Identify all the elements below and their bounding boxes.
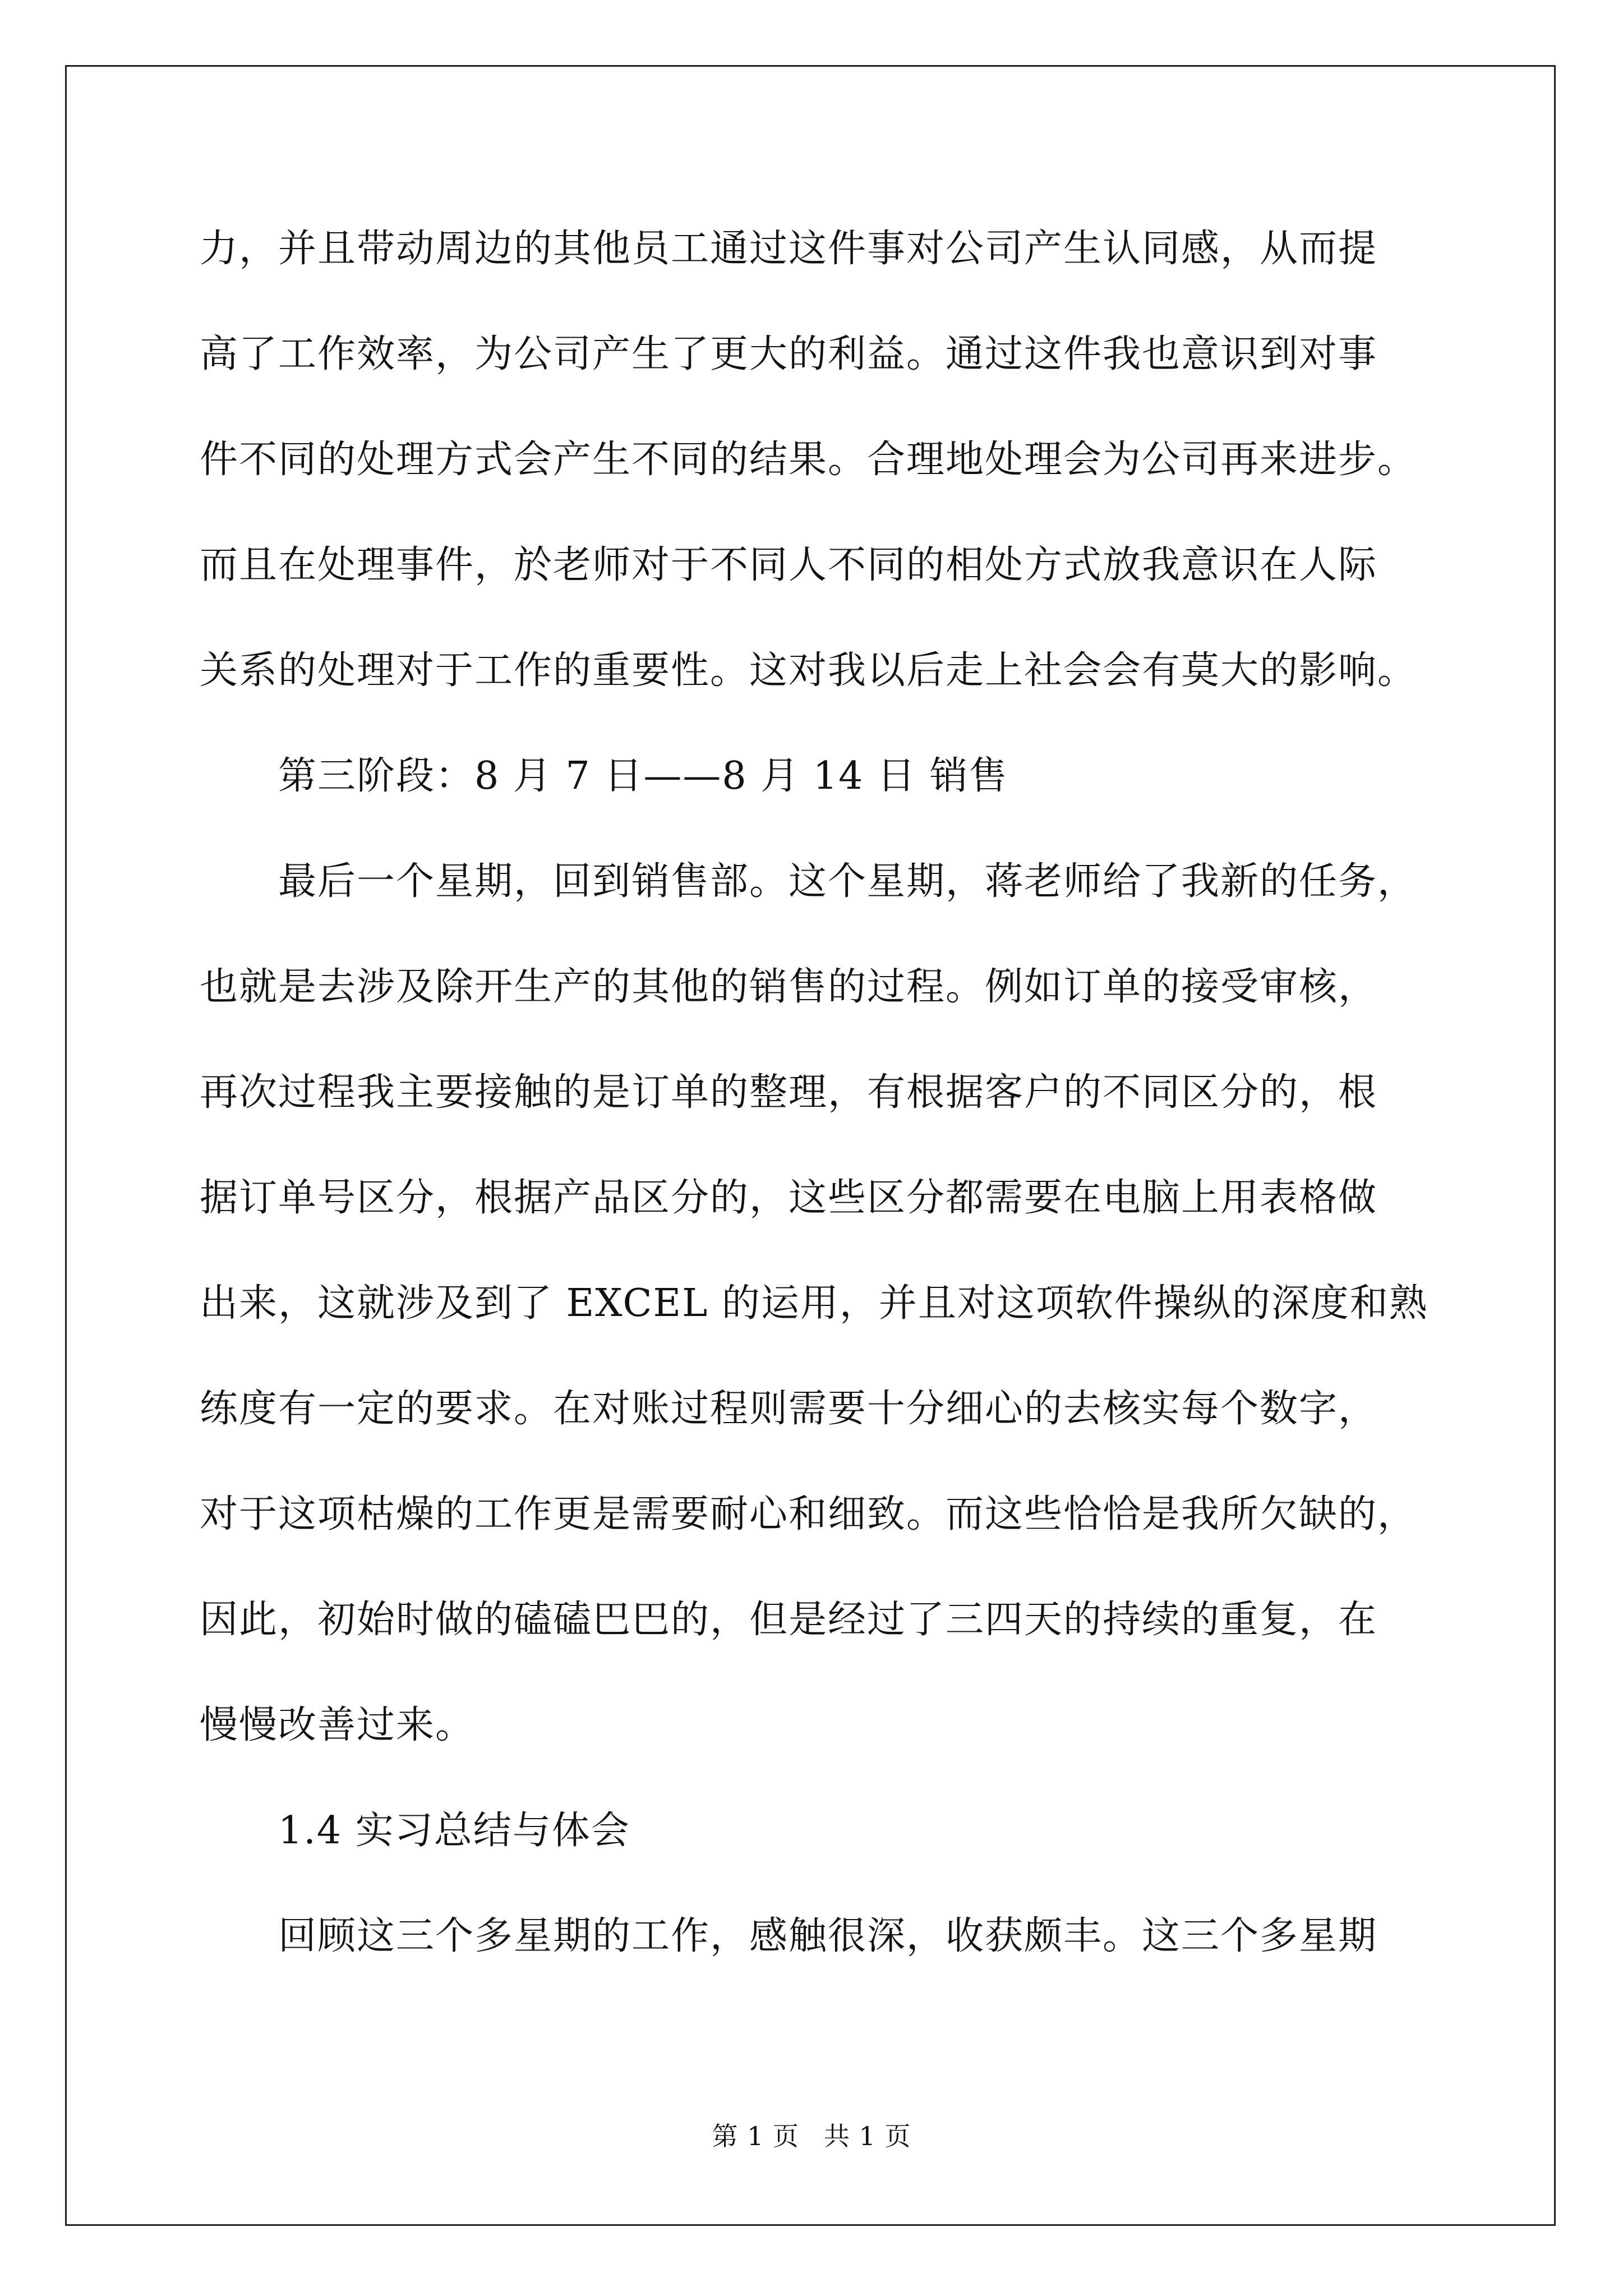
- text-line: 出来，这就涉及到了 EXCEL 的运用，并且对这项软件操纵的深度和熟: [200, 1281, 1428, 1326]
- text-line: 高了工作效率，为公司产生了更大的利益。通过这件我也意识到对事: [200, 332, 1378, 376]
- section-heading: 1.4 实习总结与体会: [278, 1809, 630, 1853]
- text-line: 对于这项枯燥的工作更是需要耐心和细致。而这些恰恰是我所欠缺的，: [200, 1492, 1417, 1536]
- text-line: 件不同的处理方式会产生不同的结果。合理地处理会为公司再来进步。: [200, 438, 1417, 482]
- document-body: [200, 213, 1450, 2006]
- section-heading: 第三阶段：8 月 7 日——8 月 14 日 销售: [278, 754, 1008, 798]
- page-total: 共 1 页: [824, 2121, 911, 2151]
- text-line: 再次过程我主要接触的是订单的整理，有根据客户的不同区分的，根: [200, 1070, 1378, 1115]
- text-line: 力，并且带动周边的其他员工通过这件事对公司产生认同感，从而提: [200, 227, 1378, 271]
- text-line: 据订单号区分，根据产品区分的，这些区分都需要在电脑上用表格做: [200, 1176, 1378, 1220]
- page-footer: [0, 2116, 1623, 2153]
- text-line: 慢慢改善过来。: [200, 1703, 475, 1747]
- text-line: 也就是去涉及除开生产的其他的销售的过程。例如订单的接受审核，: [200, 965, 1378, 1009]
- page-number: 第 1 页: [712, 2121, 799, 2151]
- text-line: 因此，初始时做的磕磕巴巴的，但是经过了三四天的持续的重复，在: [200, 1598, 1378, 1642]
- text-line: 最后一个星期，回到销售部。这个星期，蒋老师给了我新的任务，: [278, 859, 1417, 904]
- text-line: 而且在处理事件，於老师对于不同人不同的相处方式放我意识在人际: [200, 543, 1378, 587]
- text-line: 回顾这三个多星期的工作，感触很深，收获颇丰。这三个多星期: [278, 1914, 1378, 1958]
- text-line: 关系的处理对于工作的重要性。这对我以后走上社会会有莫大的影响。: [200, 648, 1417, 693]
- text-line: 练度有一定的要求。在对账过程则需要十分细心的去核实每个数字，: [200, 1387, 1378, 1431]
